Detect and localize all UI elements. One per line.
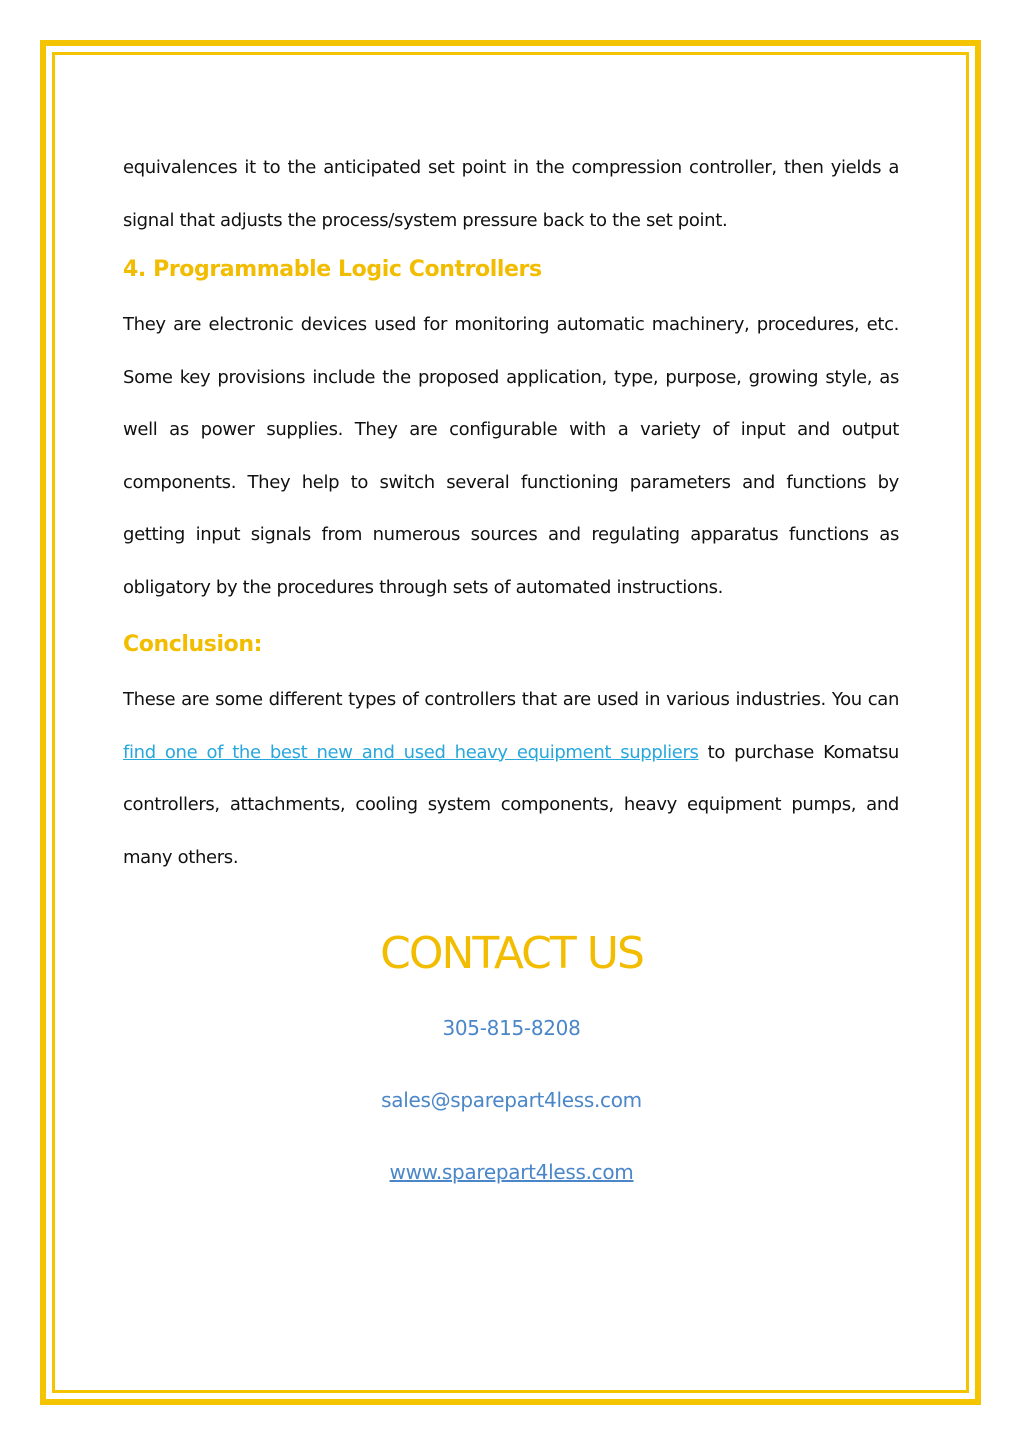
plc-paragraph: They are electronic devices used for monitoring automatic machinery, procedures, etc. Some key provisions include the proposed application, type, purpose, growing style, as well as power supplies. They are configurable with a variety of input and output components. They help to switch several functioning parameters and functions by getting input signals from numerous sources and regulating apparatus functions as obligatory by the procedures through sets of automated instructions. [123,314,899,598]
contact-phone: 305-815-8208 [442,1016,581,1040]
conclusion-heading: Conclusion: [123,632,262,657]
contact-title: CONTACT US [380,928,643,979]
contact-email: sales@sparepart4less.com [381,1088,642,1112]
contact-website-row [0,1158,1023,1186]
suppliers-link[interactable]: find one of the best new and used heavy equipment suppliers [123,741,699,763]
document-body [123,142,899,884]
conclusion-text-end: to purchase Komatsu controllers, attachments, cooling system components, heavy equipment pumps, and many others. [123,741,899,868]
conclusion-paragraph [123,674,899,884]
contact-website-link[interactable]: www.sparepart4less.com [389,1160,634,1184]
plc-heading: 4. Programmable Logic Controllers [123,257,542,282]
intro-paragraph: equivalences it to the anticipated set point in the compression controller, then yields a signal that adjusts the process/system pressure back to the set point. [123,157,899,231]
conclusion-text-start: These are some different types of controllers that are used in various industries. You can [123,689,899,710]
